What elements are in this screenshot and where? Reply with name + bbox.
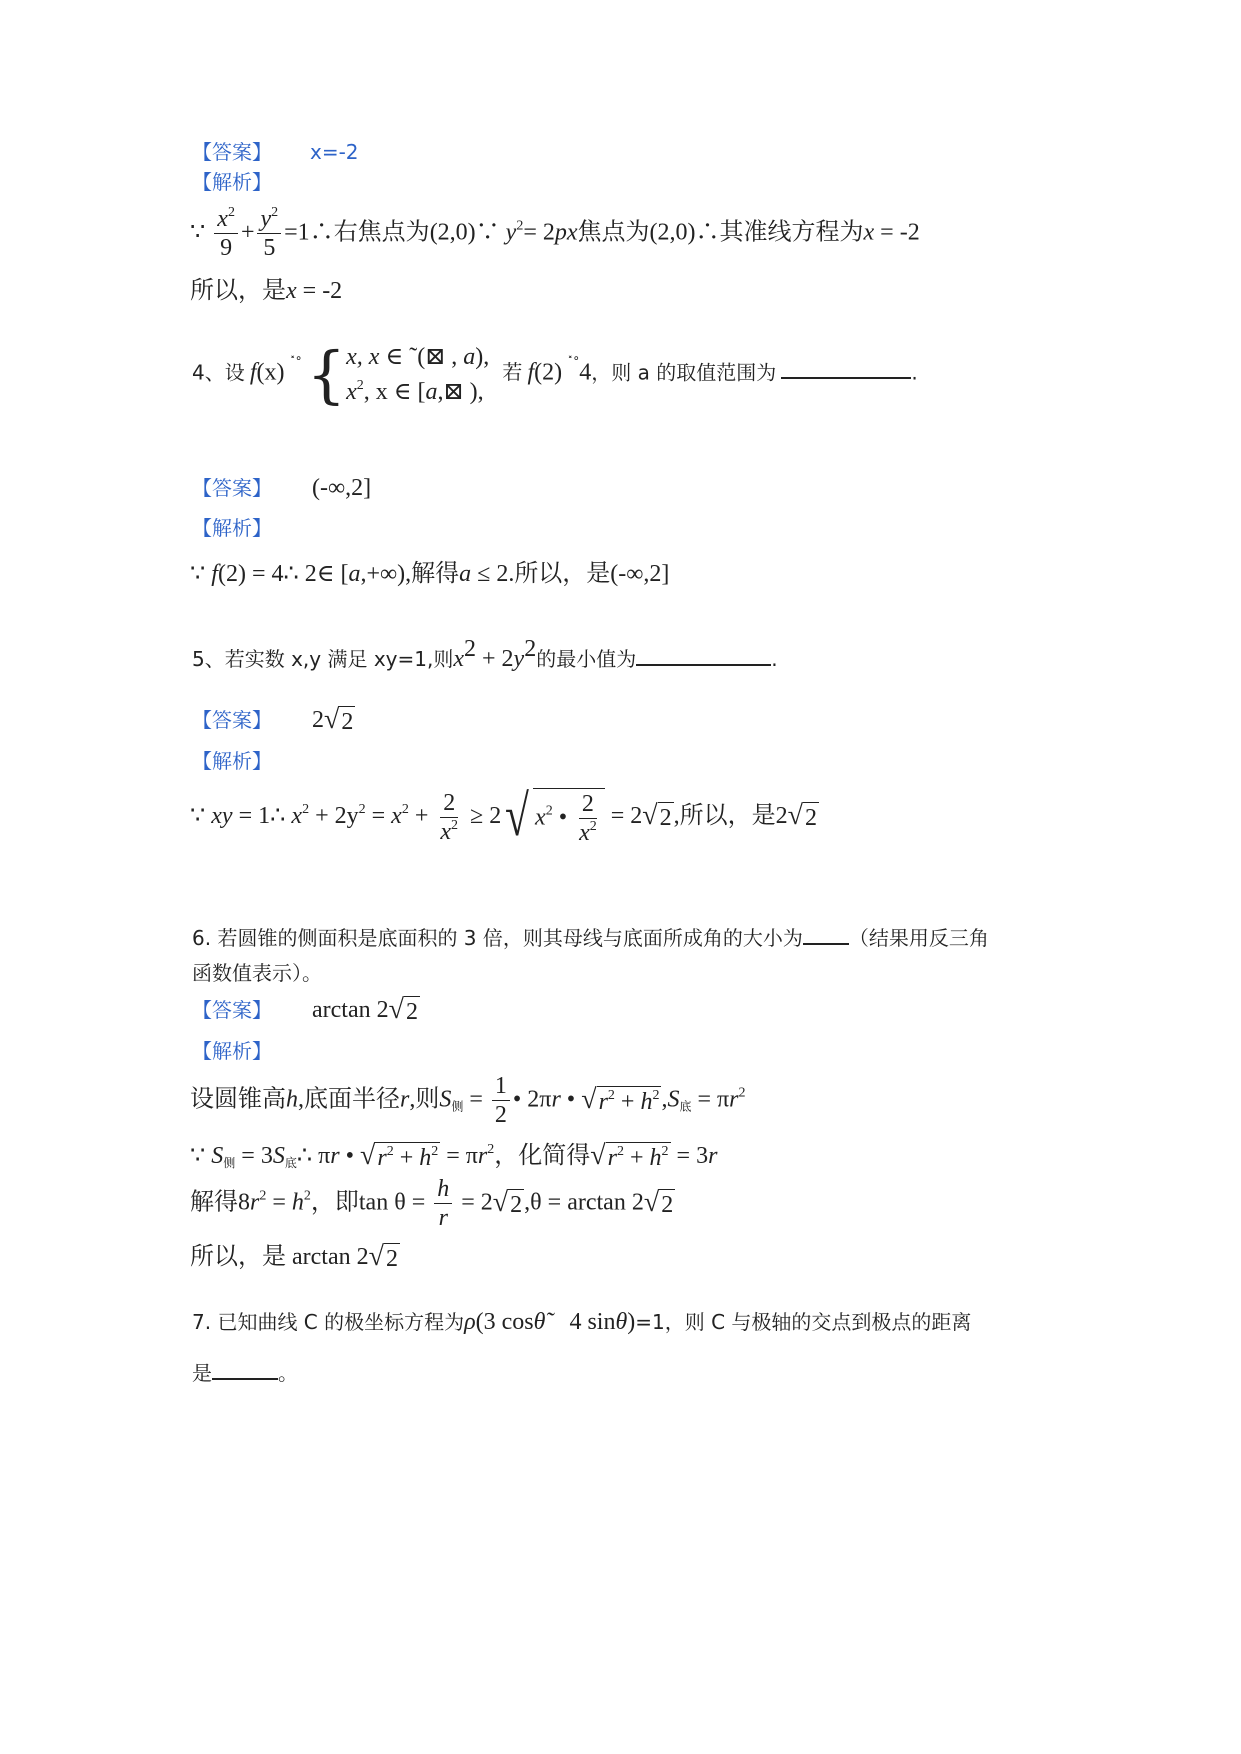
answer-tag: 【答案】 [192,476,272,500]
q3-answer: x=-2 [310,140,359,164]
q6-analysis-tag-line [192,1035,272,1064]
q5-answer: 2 √ 2 [312,704,354,736]
answer-tag: 【答案】 [192,998,272,1022]
q4-answer-line [192,472,371,502]
answer-blank [803,923,849,945]
sqrt: √ 2 [642,800,672,832]
q3-analysis-tag-line [192,166,272,195]
q5-answer-line [192,704,355,736]
sqrt: √ 2 [368,1241,398,1273]
q6-solution-line-4: 所以，是 arctan 2 √ 2 [190,1241,398,1273]
fraction: $\frac{x^2}{9}$ [214,206,238,262]
answer-blank [636,644,771,666]
q3-solution-line-1: ∵ $\frac{x^2}{9}$ + $\frac{y^2}{5}$ =1∴右焦点为(2,0)∵ $y^2= 2px$焦点为(2,0)∴其准线方程为x = -2 [190,205,920,262]
analysis-tag: 【解析】 [192,516,272,540]
analysis-tag: 【解析】 [192,1039,272,1063]
fraction: $\frac{1}{2}$ [492,1073,510,1129]
left-brace: { [306,337,347,411]
q6-answer: arctan 2 √ 2 [312,994,418,1026]
q4-answer: (-∞,2] [312,475,372,501]
q3-solution-line-2: 所以，是x = -2 [190,278,343,304]
answer-tag: 【答案】 [192,708,272,732]
fraction: $\frac{y^2}{5}$ [257,206,281,262]
q6-solution-line-1: 设圆锥高h,底面半径r,则$S_侧$ = $\frac{1}{2}$ • 2πr • √ $r^2 + h^2$ $,S_底 = \pi r^2$ [190,1073,746,1129]
fraction: $\frac{h}{r}$ [434,1176,452,1232]
q5-solution-line: ∵ xy = 1∴ $x^2 + 2y^2 = x^2$ + $\frac{2}{x^2}$ ≥ 2 √ $x^2$ • $\frac{2}{x^2}$ = 2 √ 2 ,所以，是2 √ 2 [190,783,818,848]
q4-analysis-tag-line [192,512,272,541]
analysis-tag: 【解析】 [192,749,272,773]
sqrt: √ 2 [324,704,354,736]
answer-blank [781,357,911,379]
q4-solution-line: ∵ f(2) = 4∴ 2∈ [a,+∞),解得a ≤ 2.所以，是(-∞,2] [190,561,670,587]
sqrt: √ $x^2$ • $\frac{2}{x^2}$ [501,788,605,847]
q6-solution-line-3: 解得$8r^2 = h^2$，即tan θ = $\frac{h}{r}$ = 2 √ 2 ,θ = arctan 2 √ 2 [190,1176,674,1232]
answer-blank [212,1358,278,1380]
q6-question-line-1: 6. 若圆锥的侧面积是底面积的 3 倍，则其母线与底面所成角的大小为 （结果用反三角 [192,922,989,951]
sqrt: √ 2 [643,1186,674,1218]
q6-answer-line [192,994,420,1026]
sqrt: √ $r^2 + h^2$ [360,1140,439,1172]
q7-question-line-2: 是 。 [192,1357,298,1386]
piecewise-cases: x, x ∈ ˜(⊠ , a), $x^2$, x ∈ [a,⊠ ), [346,344,490,405]
q5-analysis-tag-line [192,745,272,774]
q3-answer-line [192,136,359,165]
q5-question: 5、若实数 x,y 满足 xy=1,则$x^2 + 2y^2$的最小值为 . [192,636,778,672]
sqrt: √ $r^2 + h^2$ [581,1083,660,1115]
q7-question-line-1: 7. 已知曲线 C 的极坐标方程为ρ(3 cosθ̃ 4 sinθ)=1，则 C 与极轴的交点到极点的距离 [192,1309,972,1335]
sqrt: √ 2 [787,800,818,832]
q4-question: 4、设 f(x) ˟° { x, x ∈ ˜(⊠ , a), $x^2$, x ∈ [a,⊠ ), 若 f(2) ˟°4，则 a 的取值范围为 . [192,337,918,411]
fraction: $\frac{2}{x^2}$ [440,789,459,845]
answer-tag: 【答案】 [192,140,272,164]
sqrt: √ 2 [388,994,418,1026]
sqrt: √ $r^2 + h^2$ [590,1140,669,1172]
analysis-tag: 【解析】 [192,170,272,194]
q6-solution-line-2: ∵ $S_侧$ = $3S_底\therefore$ πr • √ $r^2 + h^2$ = $\pi r^2$，化简得 √ $r^2 + h^2$ = 3r [190,1140,718,1172]
q6-question-line-2: 函数值表示）。 [192,961,322,985]
sqrt: √ 2 [492,1186,523,1218]
